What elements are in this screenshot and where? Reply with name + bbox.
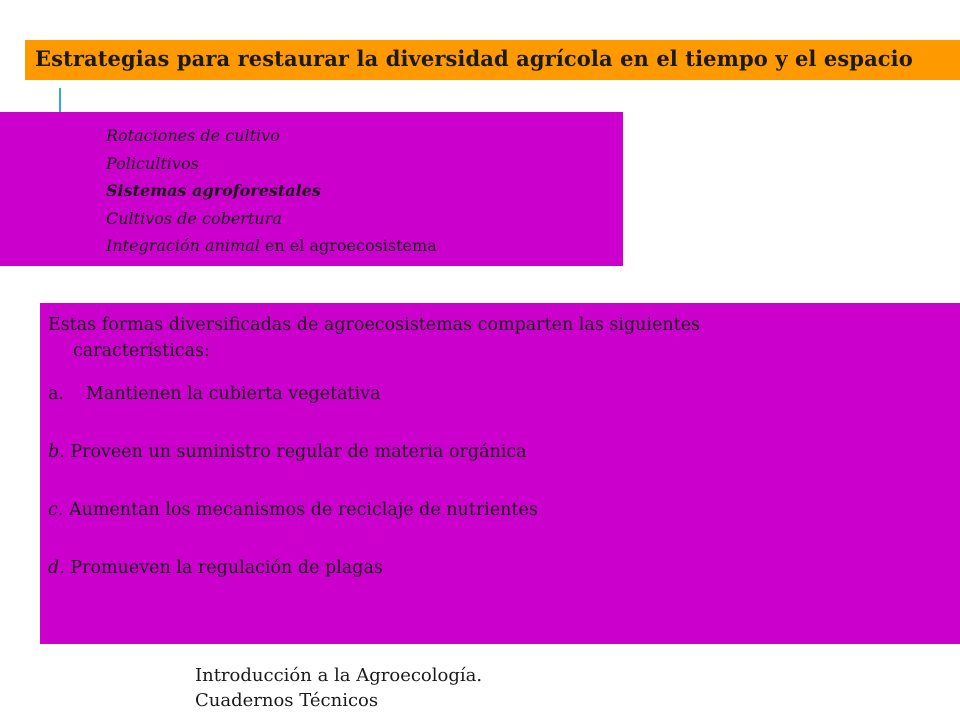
strategy-item-agroforestales: Sistemas agroforestales [106, 181, 321, 200]
characteristic-letter-a: a. [48, 384, 64, 404]
strategy-item-integracion [106, 232, 437, 260]
strategy-item-policultivos: Policultivos [106, 153, 199, 173]
strategy-item-cobertura: Cultivos de cobertura [106, 208, 282, 228]
slide-title: Estrategias para restaurar la diversidad agrícola en el tiempo y el espacio [35, 46, 913, 71]
strategy-item-integracion-rest: en el agroecosistema [259, 236, 437, 255]
text-cursor-line [59, 88, 61, 112]
characteristic-item-a [48, 381, 960, 407]
characteristics-box [40, 303, 960, 644]
strategies-list [106, 122, 437, 260]
strategy-item-rotaciones: Rotaciones de cultivo [106, 126, 280, 145]
characteristics-intro-line1: Estas formas diversificadas de agroecosistemas comparten las siguientes [48, 315, 701, 335]
strategies-box [0, 112, 623, 266]
characteristic-item-c [48, 497, 960, 523]
characteristic-item-d [48, 555, 960, 581]
characteristic-letter-b: b. [48, 442, 65, 462]
slide-title-bar [25, 40, 960, 80]
characteristic-text-a: Mantienen la cubierta vegetativa [86, 384, 381, 404]
source-citation-line1: Introducción a la Agroecología. [195, 665, 483, 686]
source-citation [195, 663, 482, 713]
characteristic-text-c: Aumentan los mecanismos de reciclaje de nutrientes [63, 500, 538, 520]
source-citation-line2: Cuadernos Técnicos [195, 690, 379, 711]
characteristic-text-d: Promueven la regulación de plagas [64, 558, 383, 578]
strategy-item-integracion-emphasis: Integración animal [106, 236, 260, 255]
characteristics-intro-line2: características: [73, 341, 210, 361]
characteristics-intro [48, 312, 960, 364]
characteristic-item-b [48, 439, 960, 465]
characteristic-text-b: Proveen un suministro regular de materia orgánica [64, 442, 527, 462]
characteristic-letter-d: d. [48, 558, 65, 578]
characteristic-letter-c: c. [48, 500, 64, 520]
